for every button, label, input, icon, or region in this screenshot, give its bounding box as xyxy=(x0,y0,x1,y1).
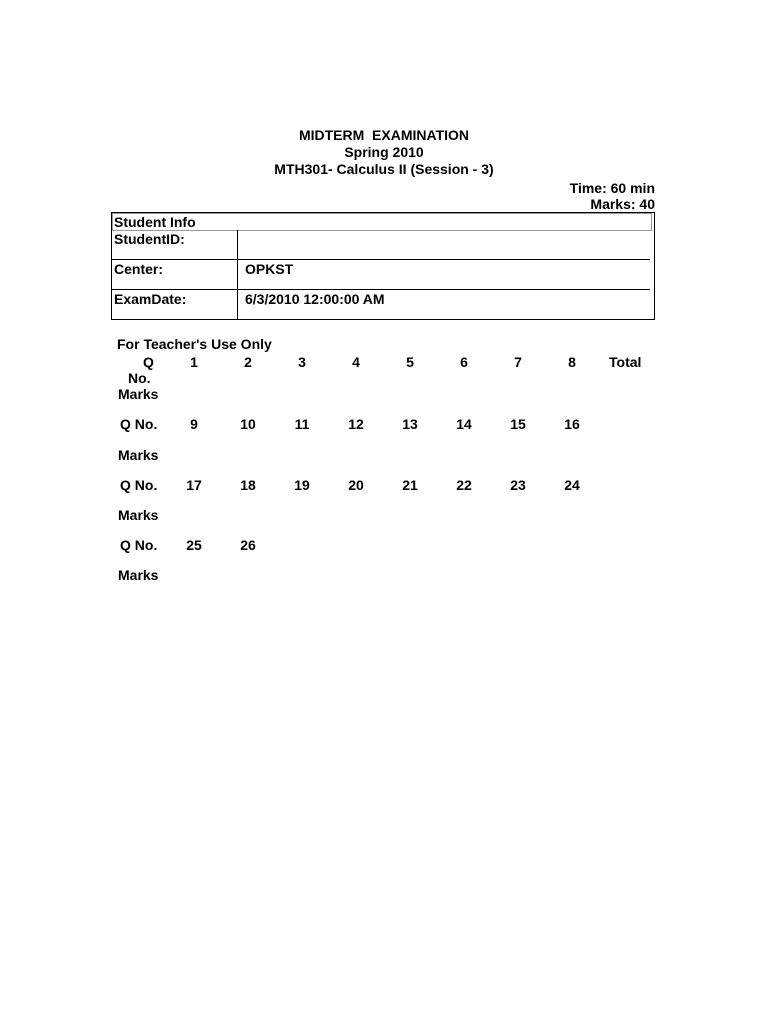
question-number: 2 xyxy=(244,354,252,370)
center-row xyxy=(112,260,650,290)
question-number: 22 xyxy=(456,477,472,493)
marks-label: Marks xyxy=(118,567,159,583)
question-number: 11 xyxy=(294,416,310,432)
total-label: Total xyxy=(609,354,642,370)
student-info-header xyxy=(112,213,652,231)
q-no-label: Q No. xyxy=(120,537,158,553)
question-number: 8 xyxy=(568,354,576,370)
exam-date-value: 6/3/2010 12:00:00 AM xyxy=(245,291,385,307)
question-number: 19 xyxy=(294,477,310,493)
question-number: 16 xyxy=(564,416,580,432)
question-number: 1 xyxy=(190,354,198,370)
exam-term: Spring 2010 xyxy=(344,144,424,160)
teacher-use-heading: For Teacher's Use Only xyxy=(117,336,272,352)
marks-label: Marks xyxy=(118,386,159,402)
question-number: 12 xyxy=(348,416,364,432)
marks-label: Marks xyxy=(118,447,159,463)
exam-time: Time: 60 min xyxy=(569,180,655,196)
question-number: 18 xyxy=(240,477,256,493)
center-value: OPKST xyxy=(245,261,294,277)
course-name: MTH301- Calculus II (Session - 3) xyxy=(274,161,494,177)
question-number: 4 xyxy=(352,354,360,370)
marks-label: Marks xyxy=(118,507,159,523)
q-no-label: Q No. xyxy=(120,416,158,432)
question-number: 25 xyxy=(186,537,202,553)
question-number: 9 xyxy=(190,416,198,432)
question-number: 15 xyxy=(510,416,526,432)
q-no-label: Q No. xyxy=(120,477,158,493)
question-number: 24 xyxy=(564,477,580,493)
exam-marks: Marks: 40 xyxy=(590,196,655,212)
question-number: 21 xyxy=(402,477,418,493)
q-no-label: No. xyxy=(128,370,151,386)
student-info-heading: Student Info xyxy=(114,214,196,230)
question-number: 13 xyxy=(402,416,418,432)
q-no-label: Q xyxy=(143,354,154,370)
question-number: 7 xyxy=(514,354,522,370)
question-number: 23 xyxy=(510,477,526,493)
info-column-divider xyxy=(237,230,238,319)
question-number: 17 xyxy=(186,477,202,493)
question-number: 14 xyxy=(456,416,472,432)
question-number: 10 xyxy=(240,416,256,432)
question-number: 5 xyxy=(406,354,414,370)
student-info-table xyxy=(111,212,655,320)
question-number: 3 xyxy=(298,354,306,370)
question-number: 20 xyxy=(348,477,364,493)
exam-date-label: ExamDate: xyxy=(114,291,187,307)
student-id-label: StudentID: xyxy=(114,231,185,247)
question-number: 6 xyxy=(460,354,468,370)
center-label: Center: xyxy=(114,261,164,277)
student-id-row xyxy=(112,230,650,260)
exam-title: MIDTERM EXAMINATION xyxy=(298,127,470,143)
exam-date-row xyxy=(112,290,650,319)
question-number: 26 xyxy=(240,537,256,553)
